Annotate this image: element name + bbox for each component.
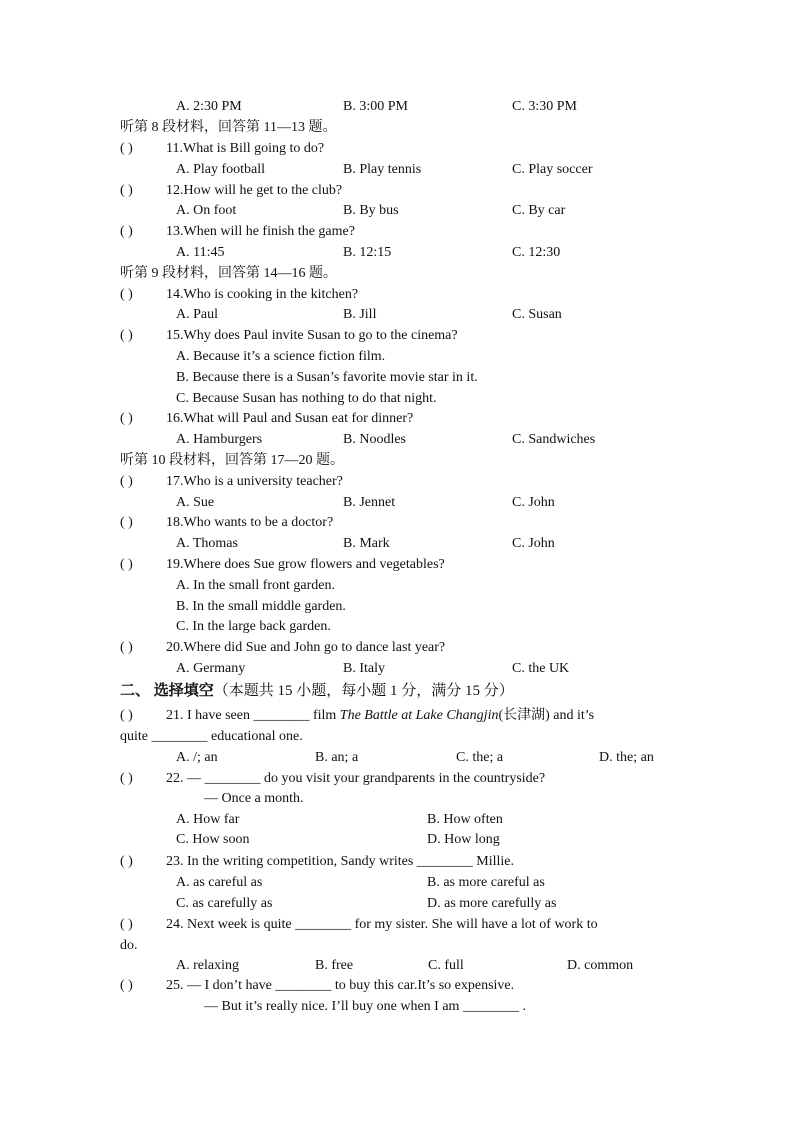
- stem-text: 21. I have seen ________ film: [166, 708, 340, 723]
- option-a: A. as careful as: [176, 875, 263, 890]
- option-b: B. Noodles: [343, 432, 406, 447]
- option-a: A. 2:30 PM: [176, 99, 242, 114]
- listening-instruction: 听第 10 段材料，回答第 17—20 题。: [120, 453, 344, 468]
- option-b: B. an; a: [315, 750, 359, 765]
- question-stem-continued: do.: [120, 938, 138, 953]
- option-a: A. How far: [176, 812, 240, 827]
- option-c: C. In the large back garden.: [176, 619, 331, 634]
- option-b: B. Italy: [343, 661, 385, 676]
- question-stem: 20.Where did Sue and John go to dance last year?: [166, 640, 446, 655]
- option-b: B. Mark: [343, 536, 390, 551]
- answer-blank: ( ): [120, 474, 133, 489]
- option-b: B. 3:00 PM: [343, 99, 408, 114]
- option-a: A. relaxing: [176, 958, 239, 973]
- option-c: C. Because Susan has nothing to do that night.: [176, 391, 437, 406]
- question-stem-continued: quite ________ educational one.: [120, 729, 303, 744]
- section-description: （本题共 15 小题，每小题 1 分，满分 15 分）: [213, 683, 514, 699]
- film-title: The Battle at Lake Changjin: [339, 708, 499, 723]
- answer-blank: ( ): [120, 515, 133, 530]
- answer-blank: ( ): [120, 224, 133, 239]
- option-c: C. full: [428, 958, 464, 973]
- option-d: D. common: [567, 958, 634, 973]
- option-d: D. the; an: [599, 750, 654, 765]
- question-stem: [166, 708, 594, 724]
- option-a: A. Thomas: [176, 536, 238, 551]
- option-b: B. Jennet: [343, 495, 396, 510]
- question-stem: 16.What will Paul and Susan eat for dinner?: [166, 411, 414, 426]
- option-d: D. as more carefully as: [427, 896, 557, 911]
- question-stem: 22. — ________ do you visit your grandparents in the countryside?: [166, 771, 546, 786]
- question-stem: 24. Next week is quite ________ for my sister. She will have a lot of work to: [166, 917, 598, 932]
- answer-blank: ( ): [120, 708, 133, 723]
- option-a: A. Play football: [176, 162, 266, 177]
- option-c: C. as carefully as: [176, 896, 273, 911]
- option-c: C. the; a: [456, 750, 504, 765]
- option-b: B. free: [315, 958, 354, 973]
- option-a: A. /; an: [176, 750, 218, 765]
- option-a: A. 11:45: [176, 245, 225, 260]
- option-b: B. Jill: [343, 307, 377, 322]
- question-stem: 23. In the writing competition, Sandy writes ________ Millie.: [166, 854, 515, 869]
- question-stem: 17.Who is a university teacher?: [166, 474, 343, 489]
- listening-instruction: 听第 8 段材料，回答第 11—13 题。: [120, 120, 337, 135]
- option-c: C. Susan: [512, 307, 562, 322]
- option-c: C. the UK: [512, 661, 570, 676]
- option-b: B. Because there is a Susan’s favorite movie star in it.: [176, 370, 478, 385]
- answer-blank: ( ): [120, 141, 133, 156]
- dialogue-reply: — Once a month.: [204, 791, 304, 806]
- option-b: B. Play tennis: [343, 162, 422, 177]
- answer-blank: ( ): [120, 411, 133, 426]
- option-c: C. By car: [512, 203, 566, 218]
- option-c: C. 3:30 PM: [512, 99, 577, 114]
- answer-blank: ( ): [120, 640, 133, 655]
- option-c: C. 12:30: [512, 245, 561, 260]
- option-a: A. Germany: [176, 661, 246, 676]
- section-heading: [120, 683, 514, 700]
- option-b: B. In the small middle garden.: [176, 599, 346, 614]
- option-b: B. How often: [427, 812, 503, 827]
- option-c: C. John: [512, 495, 555, 510]
- answer-blank: ( ): [120, 287, 133, 302]
- answer-blank: ( ): [120, 183, 133, 198]
- section-title: 二、 选择填空: [120, 683, 214, 699]
- option-c: C. John: [512, 536, 555, 551]
- dialogue-reply: — But it’s really nice. I’ll buy one when I am ________ .: [204, 999, 526, 1014]
- question-stem: 12.How will he get to the club?: [166, 183, 343, 198]
- answer-blank: ( ): [120, 771, 133, 786]
- answer-blank: ( ): [120, 557, 133, 572]
- question-stem: 14.Who is cooking in the kitchen?: [166, 287, 359, 302]
- option-a: A. Sue: [176, 495, 215, 510]
- answer-blank: ( ): [120, 978, 133, 993]
- option-b: B. 12:15: [343, 245, 392, 260]
- option-b: B. as more careful as: [427, 875, 545, 890]
- question-stem: 13.When will he finish the game?: [166, 224, 355, 239]
- option-c: C. How soon: [176, 832, 250, 847]
- option-a: A. Paul: [176, 307, 218, 322]
- question-stem: 15.Why does Paul invite Susan to go to the cinema?: [166, 328, 458, 343]
- question-stem: 18.Who wants to be a doctor?: [166, 515, 334, 530]
- option-a: A. In the small front garden.: [176, 578, 336, 593]
- option-c: C. Play soccer: [512, 162, 593, 177]
- question-stem: 25. — I don’t have ________ to buy this car.It’s so expensive.: [166, 978, 515, 993]
- listening-instruction: 听第 9 段材料，回答第 14—16 题。: [120, 266, 337, 281]
- option-c: C. Sandwiches: [512, 432, 596, 447]
- option-a: A. On foot: [176, 203, 237, 218]
- option-a: A. Because it’s a science fiction film.: [176, 349, 386, 364]
- answer-blank: ( ): [120, 328, 133, 343]
- stem-text: (长津湖) and it’s: [498, 708, 595, 723]
- question-stem: 19.Where does Sue grow flowers and vegetables?: [166, 557, 445, 572]
- option-a: A. Hamburgers: [176, 432, 263, 447]
- question-stem: 11.What is Bill going to do?: [166, 141, 325, 156]
- answer-blank: ( ): [120, 854, 133, 869]
- option-b: B. By bus: [343, 203, 399, 218]
- option-d: D. How long: [427, 832, 500, 847]
- answer-blank: ( ): [120, 917, 133, 932]
